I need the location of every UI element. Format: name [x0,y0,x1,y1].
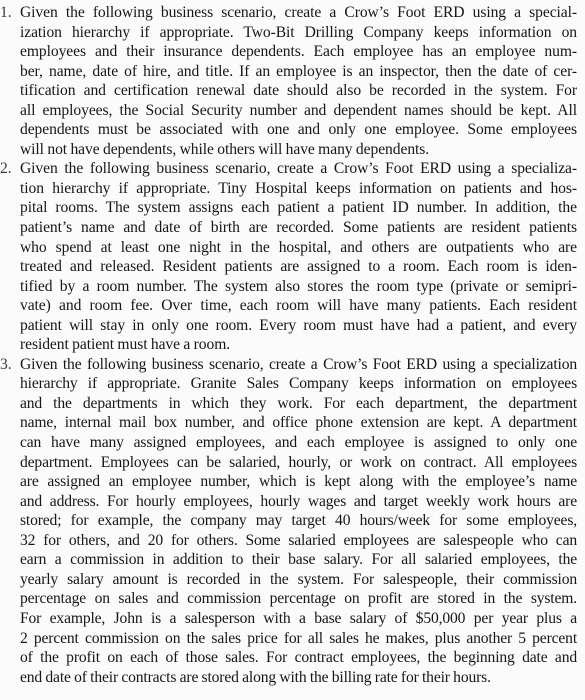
text-line: tion hierarchy if appropriate. Tiny Hospital keeps information on patients and hos- [20,179,577,197]
text-line: department. Employees can be salaried, hourly, or work on contract. All employees [20,453,577,471]
text-line: of the profit on each of those sales. For contract employees, the beginning date and [20,649,577,667]
text-line: dependents must be associated with one and only one employee. Some employees [20,121,577,139]
text-line: are assigned an employee number, which is kept along with the employee’s name [20,473,577,491]
text-line: 32 for others, and 20 for others. Some salaried employees are salespeople who can [20,531,577,549]
question-text [20,159,577,354]
question-2 [0,159,577,354]
question-text [20,355,577,687]
text-line: yearly salary amount is recorded in the system. For salespeople, their commission [20,570,577,588]
text-line: stored; for example, the company may target 40 hours/week for some employees, [20,512,577,530]
question-1 [0,3,577,159]
text-line: patient will stay in only one room. Every room must have had a patient, and every [20,316,577,334]
text-line: name, internal mail box number, and office phone extension are kept. A department [20,414,577,432]
text-line: pital rooms. The system assigns each patient a patient ID number. In addition, the [20,199,577,217]
text-line: Given the following business scenario, create a Crow’s Foot ERD using a specializa- [20,160,577,178]
text-line: ber, name, date of hire, and title. If an employee is an inspector, then the date of cer- [20,62,577,80]
text-line: For example, John is a salesperson with a base salary of $50,000 per year plus a [20,609,577,627]
text-line: Given the following business scenario, create a Crow’s Foot ERD using a special- [20,4,577,21]
text-line: percentage on sales and commission percentage on profit are stored in the system. [20,590,577,608]
text-line: and the departments in which they work. For each department, the department [20,394,577,412]
question-text [20,3,577,159]
text-line: vate) and room fee. Over time, each room will have many patients. Each resident [20,297,577,315]
text-line: and address. For hourly employees, hourly wages and target weekly work hours are [20,492,577,510]
text-line: tification and certification renewal date should also be recorded in the system. For [20,82,577,100]
question-3 [0,355,577,687]
text-line: tified by a room number. The system also stores the room type (private or semipri- [20,277,577,295]
text-line: 2 percent commission on the sales price for all sales he makes, plus another 5 percent [20,629,577,647]
text-line: will not have dependents, while others will have many dependents. [20,140,430,158]
text-line: all employees, the Social Security number and dependent names should be kept. All [20,101,577,119]
text-line: who spend at least one night in the hospital, and others are outpatients who are [20,238,577,256]
question-number: 3. [0,355,12,373]
text-line: hierarchy if appropriate. Granite Sales Company keeps information on employees [20,375,577,393]
question-number: 1. [0,4,12,21]
question-number: 2. [0,160,12,178]
text-line: Given the following business scenario, create a Crow’s Foot ERD using a specialization [20,355,577,373]
text-line: resident patient must have a room. [20,336,231,354]
text-line: earn a commission in addition to their base salary. For all salaried employees, the [20,551,577,569]
text-line: ization hierarchy if appropriate. Two-Bit Drilling Company keeps information on [20,23,577,41]
text-line: end date of their contracts are stored along with the billing rate for their hours. [20,668,491,686]
text-line: patient’s name and date of birth are recorded. Some patients are resident patients [20,219,577,237]
text-line: can have many assigned employees, and each employee is assigned to only one [20,434,577,452]
text-line: employees and their insurance dependents. Each employee has an employee num- [20,43,577,61]
text-line: treated and released. Resident patients are assigned to a room. Each room is iden- [20,258,577,276]
